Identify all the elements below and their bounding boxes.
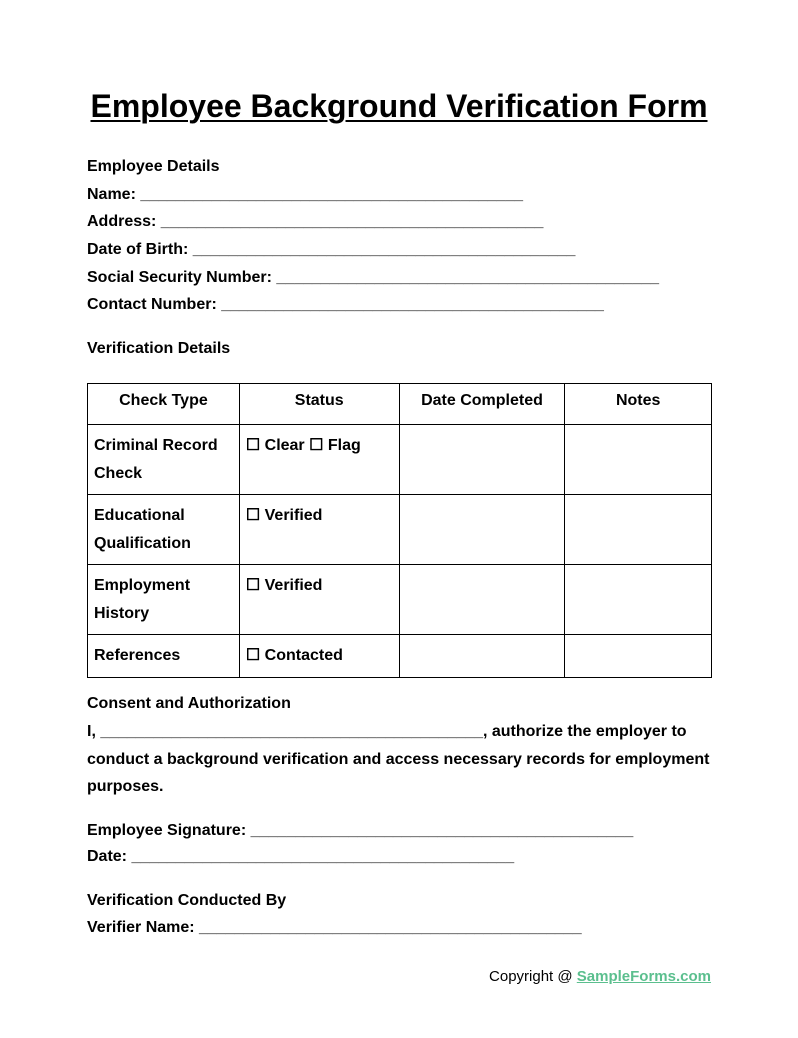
verifier-name-field[interactable]: Verifier Name: ___________________________________________ (87, 919, 582, 936)
employee-details-heading: Employee Details (87, 158, 220, 175)
table-row (88, 495, 712, 565)
notes-cell[interactable] (565, 495, 712, 565)
status-checkboxes[interactable]: ☐ Clear ☐ Flag (239, 425, 399, 495)
consent-heading: Consent and Authorization (87, 695, 291, 712)
table-row (88, 425, 712, 495)
table-row (88, 635, 712, 678)
check-type-cell: Criminal Record Check (88, 425, 240, 495)
date-completed-cell[interactable] (399, 425, 565, 495)
signature-date-field[interactable]: Date: ___________________________________________ (87, 848, 515, 865)
notes-cell[interactable] (565, 425, 712, 495)
contact-number-field[interactable]: Contact Number: ___________________________________________ (87, 296, 604, 313)
date-completed-cell[interactable] (399, 635, 565, 678)
column-header-notes: Notes (565, 384, 712, 425)
check-type-cell: Employment History (88, 565, 240, 635)
column-header-check-type: Check Type (88, 384, 240, 425)
column-header-date-completed: Date Completed (399, 384, 565, 425)
name-field[interactable]: Name: ___________________________________________ (87, 186, 523, 203)
check-type-cell: References (88, 635, 240, 678)
form-title: Employee Background Verification Form (90, 88, 708, 124)
status-checkbox[interactable]: ☐ Verified (239, 495, 399, 565)
notes-cell[interactable] (565, 565, 712, 635)
verification-conducted-by-heading: Verification Conducted By (87, 892, 287, 909)
date-completed-cell[interactable] (399, 565, 565, 635)
employee-signature-field[interactable]: Employee Signature: ___________________________________________ (87, 822, 634, 839)
status-checkbox[interactable]: ☐ Contacted (239, 635, 399, 678)
copyright-notice (489, 967, 711, 987)
address-field[interactable]: Address: ___________________________________________ (87, 213, 544, 230)
table-header-row (88, 384, 712, 425)
copyright-prefix: Copyright @ (489, 968, 577, 985)
status-checkbox[interactable]: ☐ Verified (239, 565, 399, 635)
consent-statement[interactable]: I, ___________________________________________, authorize the employer to conduct a background verification and access necessary records for employment purposes. (87, 723, 710, 795)
date-completed-cell[interactable] (399, 495, 565, 565)
table-row (88, 565, 712, 635)
ssn-field[interactable]: Social Security Number: ___________________________________________ (87, 269, 660, 286)
verification-table (87, 383, 712, 678)
check-type-cell: Educational Qualification (88, 495, 240, 565)
verification-details-heading: Verification Details (87, 340, 231, 357)
notes-cell[interactable] (565, 635, 712, 678)
sampleforms-link[interactable]: SampleForms.com (576, 968, 711, 985)
column-header-status: Status (239, 384, 399, 425)
date-of-birth-field[interactable]: Date of Birth: ___________________________________________ (87, 241, 576, 258)
